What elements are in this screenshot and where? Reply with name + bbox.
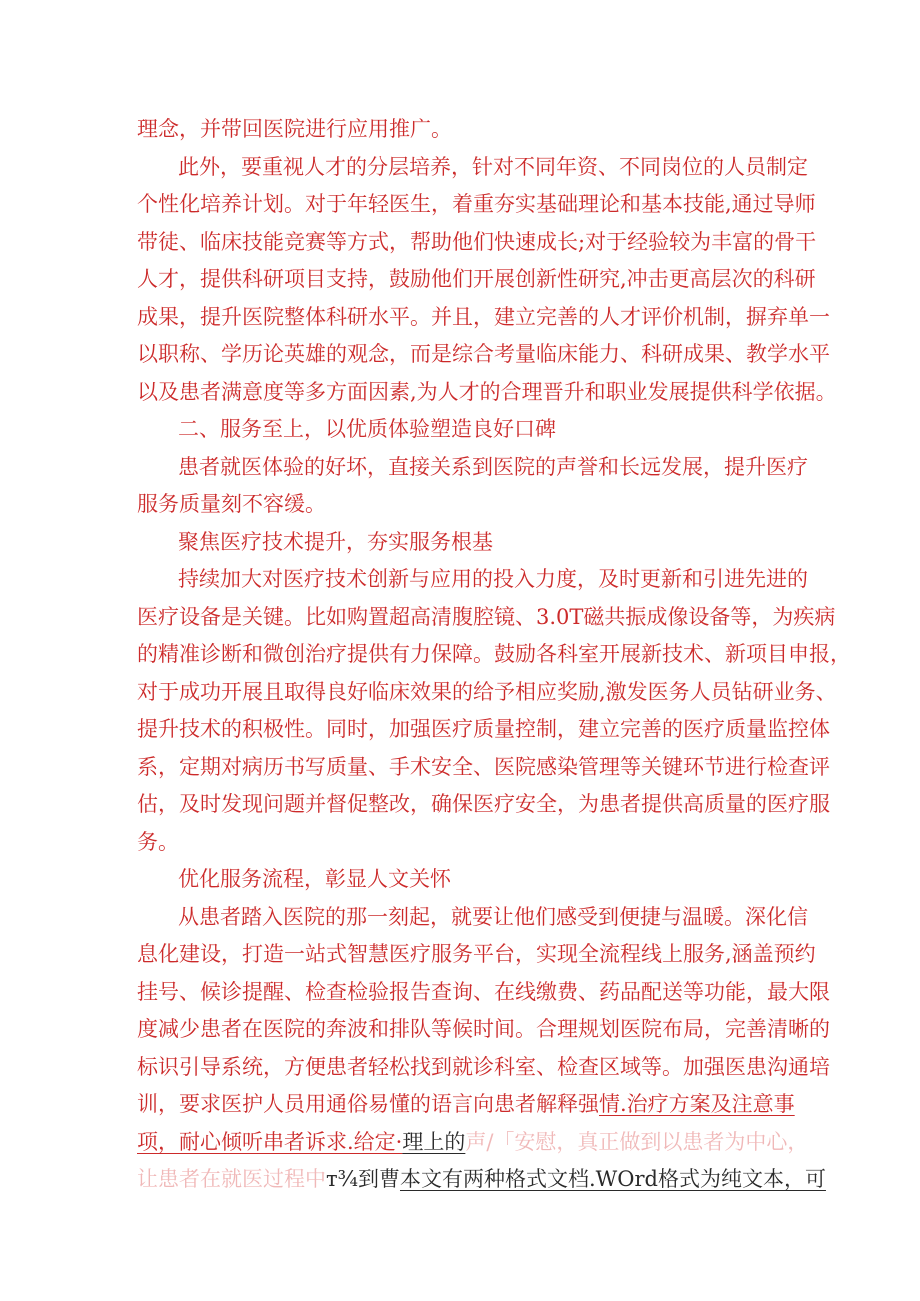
line-text: 标识引导系统，方便患者轻松找到就诊科室、检查区域等。加强医患沟通培 [137, 1055, 830, 1079]
paragraph-line [0, 677, 920, 707]
paragraph-line [0, 564, 920, 594]
line-text: 度减少患者在医院的奔波和排队等候时间。合理规划医院布局，完善清晰的 [137, 1017, 830, 1041]
line-text: 息化建设，打造一站式智慧医疗服务平台，实现全流程线上服务,涵盖预约 [137, 942, 816, 966]
faded-text-segment: 声/「安慰，真正做到以患者为中心， [465, 1130, 809, 1154]
heading-text: 二、服务至上，以优质体验塑造良好口碑 [178, 417, 556, 441]
line-text: 医疗设备是关键。比如购置超高清腹腔镜、3.0T磁共振成像设备等，为疾病 [137, 605, 836, 629]
line-text: 从患者踏入医院的那一刻起，就要让他们感受到便捷与温暖。深化信 [178, 905, 808, 929]
paragraph-line [0, 752, 920, 782]
paragraph-line [0, 377, 920, 407]
paragraph-line [0, 1014, 920, 1044]
line-text: 人才，提供科研项目支持，鼓励他们开展创新性研究,冲击更高层次的科研 [137, 267, 816, 291]
line-text: 以职称、学历论英雄的观念，而是综合考量临床能力、科研成果、教学水平 [137, 342, 830, 366]
line-text: 此外，要重视人才的分层培养，针对不同年资、不同岗位的人员制定 [178, 155, 808, 179]
notice-text-segment: 本文有两种格式文档.WOrd格式为纯文本，可 [399, 1167, 826, 1191]
underlined-text-segment: 情.治疗方案及注意事 [599, 1092, 795, 1116]
line-text: 持续加大对医疗技术创新与应用的投入力度，及时更新和引进先进的 [178, 567, 808, 591]
paragraph-line [0, 714, 920, 744]
line-text: 以及患者满意度等多方面因素,为人才的合理晋升和职业发展提供科学依据。 [137, 380, 837, 404]
paragraph-line [0, 189, 920, 219]
line-text: 提升技术的积极性。同时，加强医疗质量控制，建立完善的医疗质量监控体 [137, 717, 830, 741]
paragraph-line [0, 902, 920, 932]
line-text: 个性化培养计划。对于年轻医生，着重夯实基础理论和基本技能,通过导师 [137, 192, 816, 216]
faded-text-segment: 让患者在就医过程中 [137, 1167, 326, 1191]
line-text: 挂号、候诊提醒、检查检验报告查询、在线缴费、药品配送等功能，最大限 [137, 980, 830, 1004]
paragraph-line [0, 302, 920, 332]
line-text: 带徒、临床技能竞赛等方式，帮助他们快速成长;对于经验较为丰富的骨干 [137, 230, 817, 254]
paragraph-line [0, 489, 920, 519]
line-text: 患者就医体验的好坏，直接关系到医院的声誉和长远发展，提升医疗 [178, 455, 808, 479]
paragraph-line [0, 977, 920, 1007]
paragraph-line [0, 1127, 920, 1157]
line-text: 理念，并带回医院进行应用推广。 [137, 117, 452, 141]
paragraph-line [0, 639, 920, 669]
line-text: 服务质量刻不容缓。 [137, 492, 326, 516]
line-text: 系，定期对病历书写质量、手术安全、医院感染管理等关键环节进行检查评 [137, 755, 830, 779]
heading-text: 优化服务流程，彰显人文关怀 [178, 867, 451, 891]
line-text: 的精准诊断和微创治疗提供有力保障。鼓励各科室开展新技术、新项目申报， [137, 642, 851, 666]
paragraph-line [0, 789, 920, 819]
paragraph-line [0, 827, 920, 857]
paragraph-line [0, 264, 920, 294]
paragraph-line [0, 152, 920, 182]
dark-text-segment: 理上的 [402, 1130, 466, 1154]
paragraph-line [0, 1052, 920, 1082]
subsection-heading [0, 527, 920, 557]
paragraph-line [0, 602, 920, 632]
text-segment: 训，要求医护人员用通俗易懂的语言向患者解释强 [137, 1092, 599, 1116]
heading-text: 聚焦医疗技术提升，夯实服务根基 [178, 530, 493, 554]
paragraph-line [0, 227, 920, 257]
underlined-text-segment: 项，耐心倾听串者诉求.给定· [137, 1130, 403, 1154]
line-text: 对于成功开展且取得良好临床效果的给予相应奖励,激发医务人员钻研业务、 [137, 680, 837, 704]
paragraph-line [0, 452, 920, 482]
line-text [137, 1164, 826, 1194]
paragraph-line [0, 114, 920, 144]
paragraph-line [0, 1164, 920, 1194]
line-text [137, 1089, 795, 1119]
paragraph-line [0, 1089, 920, 1119]
line-text: 成果，提升医院整体科研水平。并且，建立完善的人才评价机制，摒弃单一 [137, 305, 830, 329]
line-text: 估，及时发现问题并督促整改，确保医疗安全，为患者提供高质量的医疗服 [137, 792, 830, 816]
subsection-heading [0, 864, 920, 894]
line-text [137, 1127, 808, 1157]
dark-text-segment: т¾到曹 [326, 1167, 400, 1191]
section-heading [0, 414, 920, 444]
line-text: 务。 [137, 830, 179, 854]
paragraph-line [0, 339, 920, 369]
paragraph-line [0, 939, 920, 969]
